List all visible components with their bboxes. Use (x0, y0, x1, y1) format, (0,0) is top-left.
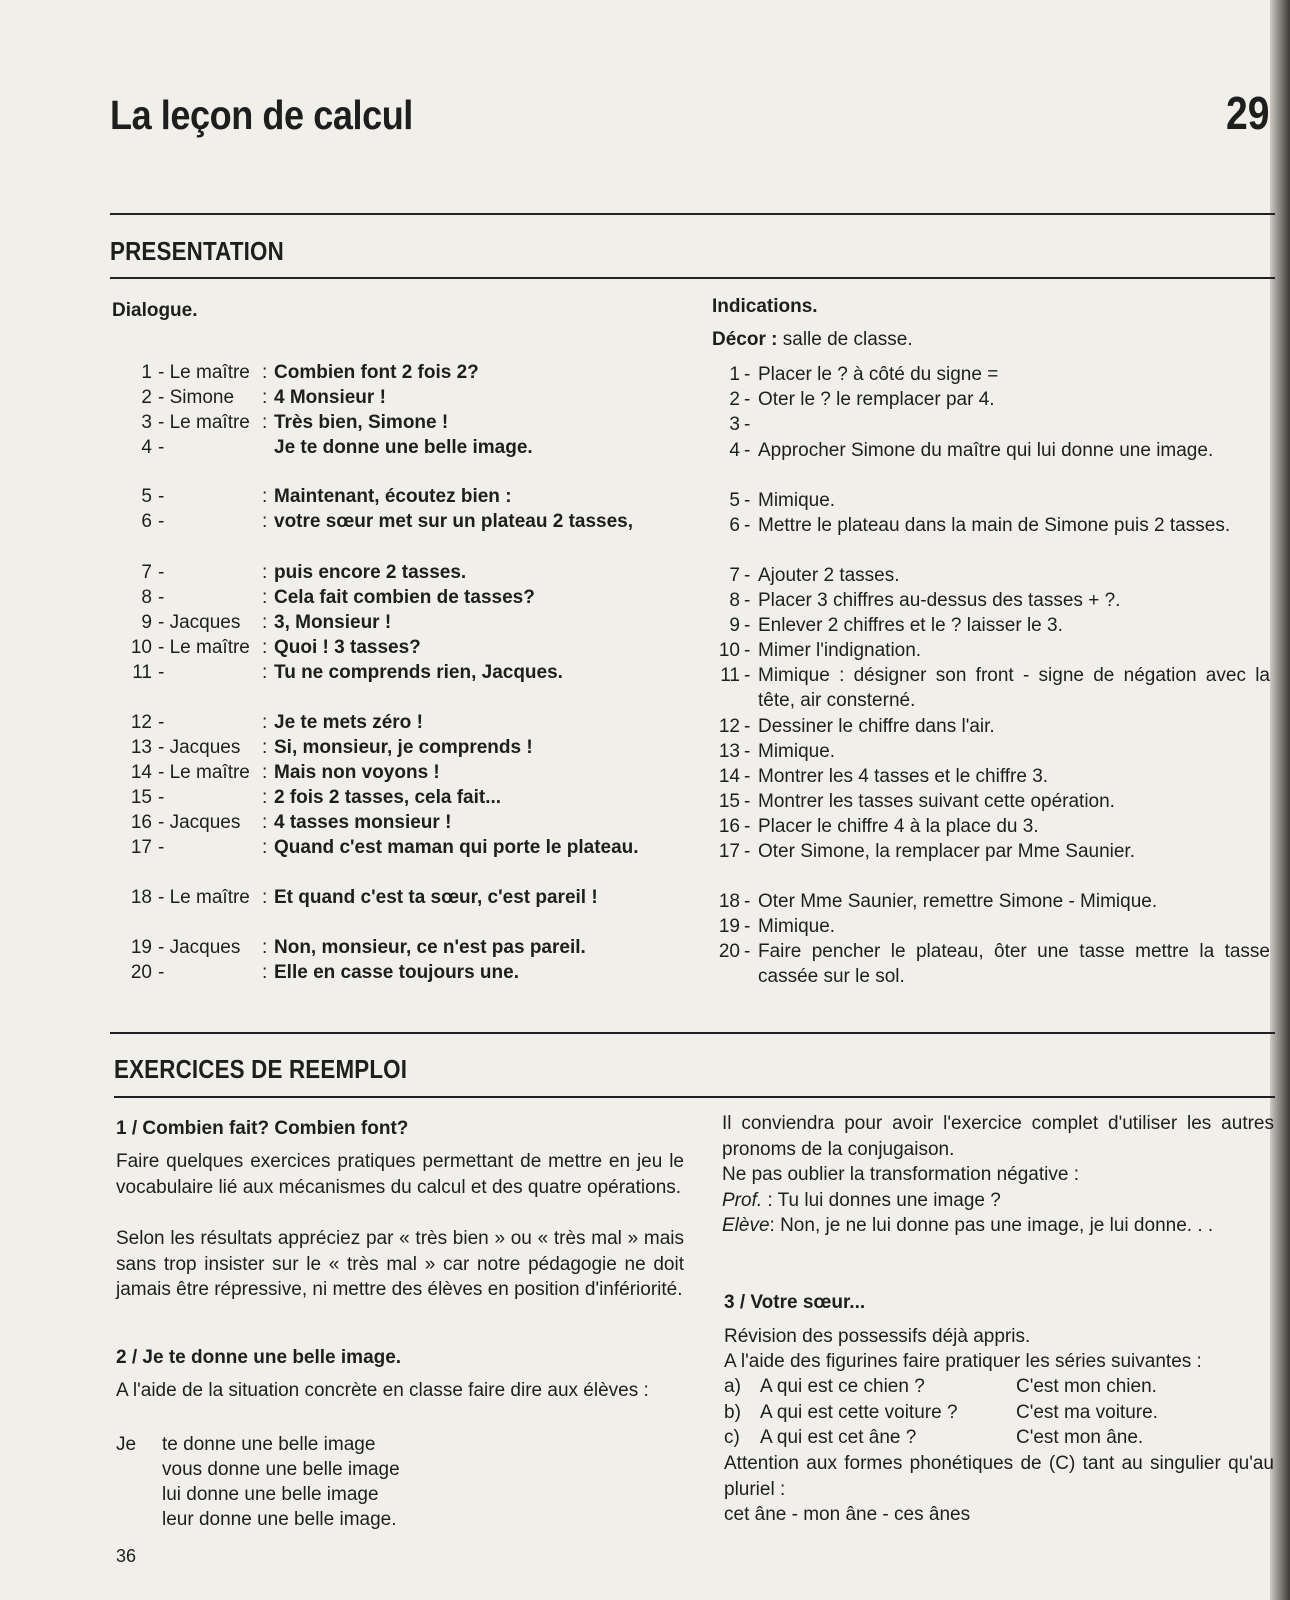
indication-text: Dessiner le chiffre dans l'air. (758, 716, 995, 737)
decor-line (712, 329, 913, 351)
exercice-1-title: 1 / Combien fait? Combien font? (116, 1118, 409, 1139)
dialogue-number: 9 (141, 612, 152, 633)
dialogue-number: 8 (141, 587, 152, 608)
dialogue-speaker: - (158, 562, 165, 583)
dialogue-colon: : (262, 812, 268, 833)
dialogue-number: 2 (141, 387, 152, 408)
dialogue-colon: : (262, 637, 268, 658)
series-answer: C'est mon âne. (1016, 1427, 1144, 1448)
indication-number: 7 (729, 565, 740, 586)
indication-number: 17 (718, 841, 740, 862)
dialogue-number: 18 (130, 887, 152, 908)
dialogue-number: 10 (130, 637, 152, 658)
indication-dash: - (744, 716, 751, 737)
indication-text: Faire pencher le plateau, ôter une tasse mettre la tasse cassée sur le sol. (758, 941, 1270, 987)
dialogue-number: 4 (141, 437, 152, 458)
dialogue-speaker: - (158, 962, 165, 983)
dialogue-colon: : (262, 486, 268, 507)
conjugation-pronoun: Je (116, 1434, 137, 1455)
exercice-3-paragraph-4: cet âne - mon âne - ces ânes (724, 1504, 971, 1525)
indication-dash: - (744, 440, 751, 461)
dialogue-number: 19 (130, 937, 152, 958)
dialogue-colon: : (262, 662, 268, 683)
dialogue-colon: : (262, 511, 268, 532)
dialogue-speaker: - (158, 437, 165, 458)
indication-dash: - (744, 515, 751, 536)
speaker-name: Le maître (169, 362, 250, 383)
indication-number: 10 (718, 640, 740, 661)
dialogue-speaker: - (158, 837, 165, 858)
decor-value: salle de classe. (782, 329, 913, 350)
speaker-name: Jacques (169, 737, 241, 758)
dialogue-speaker: - (158, 587, 165, 608)
indication-text: Enlever 2 chiffres et le ? laisser le 3. (758, 615, 1063, 636)
indication-dash: - (744, 590, 751, 611)
dialogue-colon: : (262, 787, 268, 808)
indication-number: 15 (718, 791, 740, 812)
speaker-name: Simone (169, 387, 235, 408)
dialogue-number: 14 (130, 762, 152, 783)
dialogue-speaker: - Le maître (158, 362, 250, 383)
speaker-name: Jacques (169, 612, 241, 633)
indication-number: 9 (729, 615, 740, 636)
prof-line (722, 1188, 1001, 1213)
indication-number: 14 (718, 766, 740, 787)
eleve-line (722, 1213, 1213, 1238)
prof-text: : Tu lui donnes une image ? (767, 1190, 1001, 1211)
rule-presentation-top (110, 213, 1275, 215)
indication-number: 11 (720, 665, 740, 686)
decor-label: Décor : (712, 329, 778, 350)
dialogue-colon: : (262, 612, 268, 633)
dialogue-number: 17 (130, 837, 152, 858)
indication-number: 6 (729, 515, 740, 536)
dialogue-line: votre sœur met sur un plateau 2 tasses, (274, 511, 634, 532)
indication-text: Placer le chiffre 4 à la place du 3. (758, 816, 1039, 837)
dialogue-line: Combien font 2 fois 2? (274, 362, 479, 383)
dialogue-number: 16 (130, 812, 152, 833)
dialogue-speaker: - Jacques (158, 737, 241, 758)
rule-exercices-top (110, 1032, 1275, 1034)
dialogue-number: 15 (130, 787, 152, 808)
dialogue-line: Si, monsieur, je comprends ! (274, 737, 533, 758)
dialogue-speaker: - Le maître (158, 637, 250, 658)
exercice-3-paragraph-3: Attention aux formes phonétiques de (C) tant au singulier qu'au pluriel : (724, 1453, 1274, 1500)
dialogue-speaker: - Jacques (158, 937, 241, 958)
indication-text: Mimer l'indignation. (758, 640, 922, 661)
dialogue-line: Mais non voyons ! (274, 762, 440, 783)
dialogue-line: 2 fois 2 tasses, cela fait... (274, 787, 502, 808)
indication-text: Approcher Simone du maître qui lui donne une image. (758, 440, 1214, 461)
dialogue-colon: : (262, 737, 268, 758)
dialogue-colon: : (262, 387, 268, 408)
dialogue-line: Et quand c'est ta sœur, c'est pareil ! (274, 887, 598, 908)
conjugation-form: vous donne une belle image (162, 1459, 400, 1480)
dialogue-colon: : (262, 362, 268, 383)
indication-number: 18 (718, 891, 740, 912)
speaker-name: Le maître (169, 762, 250, 783)
indication-text: Oter Simone, la remplacer par Mme Saunier. (758, 841, 1135, 862)
indication-number: 1 (729, 364, 740, 385)
dialogue-line: 3, Monsieur ! (274, 612, 392, 633)
indication-text: Oter le ? le remplacer par 4. (758, 389, 995, 410)
indication-dash: - (744, 891, 751, 912)
dialogue-colon: : (262, 712, 268, 733)
indication-dash: - (744, 565, 751, 586)
dialogue-speaker: - Jacques (158, 812, 241, 833)
indication-dash: - (744, 766, 751, 787)
dialogue-line: Tu ne comprends rien, Jacques. (274, 662, 563, 683)
series-letter: b) (724, 1402, 741, 1423)
exercice-3-paragraph-1: Révision des possessifs déjà appris. (724, 1326, 1031, 1347)
indication-text: Mimique. (758, 741, 836, 762)
dialogue-heading: Dialogue. (112, 300, 198, 321)
indication-text: Placer le ? à côté du signe = (758, 364, 999, 385)
dialogue-line: Très bien, Simone ! (274, 412, 449, 433)
indication-text: Oter Mme Saunier, remettre Simone - Mimique. (758, 891, 1158, 912)
indication-text: Mettre le plateau dans la main de Simone puis 2 tasses. (758, 515, 1231, 536)
exercice-2-title: 2 / Je te donne une belle image. (116, 1347, 402, 1368)
exercice-1-paragraph-2: Selon les résultats appréciez par « très bien » ou « très mal » mais sans trop insister sur le « très mal » car notre pédagogie ne doit jamais être répressive, ni mettre des élèves en position d'infériorité. (116, 1228, 684, 1300)
series-question: A qui est cet âne ? (760, 1427, 917, 1448)
dialogue-number: 1 (141, 362, 152, 383)
dialogue-line: puis encore 2 tasses. (274, 562, 467, 583)
indication-text: Mimique : désigner son front - signe de négation avec la tête, air consterné. (758, 665, 1270, 711)
dialogue-colon: : (262, 837, 268, 858)
speaker-name: Jacques (169, 937, 241, 958)
dialogue-colon: : (262, 887, 268, 908)
dialogue-line: Maintenant, écoutez bien : (274, 486, 512, 507)
eleve-text: : Non, je ne lui donne pas une image, je lui donne. . . (769, 1215, 1214, 1236)
dialogue-line: Quand c'est maman qui porte le plateau. (274, 837, 639, 858)
indication-dash: - (744, 490, 751, 511)
indication-number: 19 (718, 916, 740, 937)
indication-dash: - (744, 816, 751, 837)
dialogue-colon: : (262, 762, 268, 783)
conjugation-form: te donne une belle image (162, 1434, 376, 1455)
dialogue-line: Je te mets zéro ! (274, 712, 423, 733)
speaker-name: Le maître (169, 887, 250, 908)
conjugation-form: leur donne une belle image. (162, 1509, 397, 1530)
dialogue-colon: : (262, 962, 268, 983)
indication-number: 13 (718, 741, 740, 762)
dialogue-number: 12 (130, 712, 152, 733)
presentation-heading: PRESENTATION (110, 236, 284, 266)
exercice-2-paragraph: A l'aide de la situation concrète en classe faire dire aux élèves : (116, 1380, 649, 1401)
dialogue-colon: : (262, 587, 268, 608)
dialogue-speaker: - (158, 712, 165, 733)
dialogue-line: Non, monsieur, ce n'est pas pareil. (274, 937, 586, 958)
dialogue-number: 20 (130, 962, 152, 983)
right-paragraph-1: Il conviendra pour avoir l'exercice complet d'utiliser les autres pronoms de la conjugaison. (722, 1113, 1274, 1160)
indication-number: 4 (729, 440, 740, 461)
indication-dash: - (744, 665, 751, 686)
dialogue-line: Elle en casse toujours une. (274, 962, 519, 983)
eleve-label: Elève (722, 1215, 770, 1236)
dialogue-number: 5 (141, 486, 152, 507)
page-number: 29 (1226, 87, 1270, 139)
indication-text: Placer 3 chiffres au-dessus des tasses + ?. (758, 590, 1121, 611)
indication-text: Mimique. (758, 916, 836, 937)
exercice-1-paragraph-1: Faire quelques exercices pratiques permettant de mettre en jeu le vocabulaire lié aux mécanismes du calcul et des quatre opérations. (116, 1151, 684, 1198)
series-question: A qui est cette voiture ? (760, 1402, 958, 1423)
conjugation-form: lui donne une belle image (162, 1484, 379, 1505)
dialogue-speaker: - Simone (158, 387, 235, 408)
series-letter: a) (724, 1376, 741, 1397)
dialogue-line: 4 Monsieur ! (274, 387, 386, 408)
dialogue-line: Cela fait combien de tasses? (274, 587, 535, 608)
indication-number: 2 (729, 389, 740, 410)
dialogue-speaker: - (158, 662, 165, 683)
indication-number: 16 (718, 816, 740, 837)
series-question: A qui est ce chien ? (760, 1376, 925, 1397)
indication-text: Montrer les tasses suivant cette opération. (758, 791, 1115, 812)
indication-text: Montrer les 4 tasses et le chiffre 3. (758, 766, 1049, 787)
dialogue-speaker: - (158, 787, 165, 808)
indication-text: Ajouter 2 tasses. (758, 565, 900, 586)
speaker-name: Jacques (169, 812, 241, 833)
indication-dash: - (744, 741, 751, 762)
dialogue-line: Quoi ! 3 tasses? (274, 637, 421, 658)
indication-dash: - (744, 615, 751, 636)
indication-dash: - (744, 916, 751, 937)
page-title: La leçon de calcul (110, 92, 413, 138)
exercices-heading: EXERCICES DE REEMPLOI (114, 1054, 408, 1084)
speaker-name: Le maître (169, 637, 250, 658)
footer-number: 36 (116, 1546, 137, 1566)
dialogue-number: 6 (141, 511, 152, 532)
dialogue-speaker: - (158, 486, 165, 507)
indications-heading: Indications. (712, 296, 818, 317)
prof-label: Prof. (722, 1190, 763, 1211)
indication-number: 12 (718, 716, 740, 737)
exercice-3-title: 3 / Votre sœur... (724, 1292, 866, 1313)
dialogue-number: 3 (141, 412, 152, 433)
dialogue-number: 11 (132, 662, 152, 683)
dialogue-colon: : (262, 562, 268, 583)
dialogue-speaker: - Le maître (158, 412, 250, 433)
indication-dash: - (744, 364, 751, 385)
indication-number: 20 (718, 941, 740, 962)
series-answer: C'est mon chien. (1016, 1376, 1157, 1397)
dialogue-colon: : (262, 937, 268, 958)
dialogue-speaker: - Le maître (158, 887, 250, 908)
indication-text: Mimique. (758, 490, 836, 511)
dialogue-line: Je te donne une belle image. (274, 437, 533, 458)
rule-presentation-bottom (110, 277, 1275, 279)
dialogue-speaker: - (158, 511, 165, 532)
speaker-name: Le maître (169, 412, 250, 433)
indication-dash: - (744, 389, 751, 410)
indication-number: 5 (729, 490, 740, 511)
dialogue-line: 4 tasses monsieur ! (274, 812, 452, 833)
series-answer: C'est ma voiture. (1016, 1402, 1158, 1423)
indication-dash: - (744, 941, 751, 962)
exercice-3-paragraph-2: A l'aide des figurines faire pratiquer les séries suivantes : (724, 1351, 1202, 1372)
dialogue-speaker: - Jacques (158, 612, 241, 633)
indication-dash: - (744, 791, 751, 812)
dialogue-number: 13 (130, 737, 152, 758)
dialogue-speaker: - Le maître (158, 762, 250, 783)
indication-number: 8 (729, 590, 740, 611)
indication-dash: - (744, 414, 751, 435)
right-paragraph-2: Ne pas oublier la transformation négative : (722, 1164, 1079, 1185)
dialogue-number: 7 (141, 562, 152, 583)
indication-number: 3 (729, 414, 740, 435)
indication-dash: - (744, 841, 751, 862)
rule-exercices-bottom (114, 1096, 1275, 1098)
indication-dash: - (744, 640, 751, 661)
series-letter: c) (724, 1427, 740, 1448)
dialogue-colon: : (262, 412, 268, 433)
